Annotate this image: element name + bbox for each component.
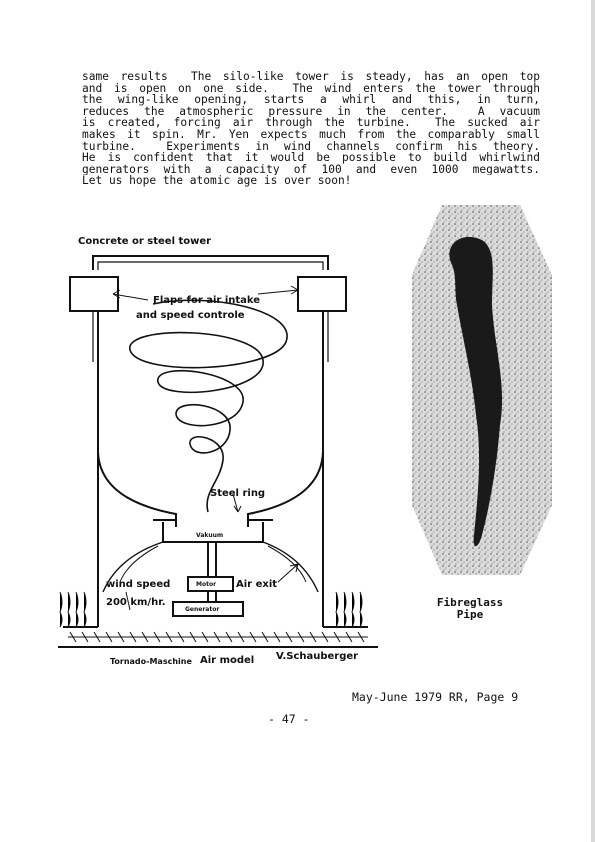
tornado-tower-diagram — [58, 232, 378, 672]
text-line: makes it spin. Mr. Yen expects much from the comparably small — [82, 128, 540, 141]
text-line: is created, forcing air through the turbine. The sucked air — [82, 117, 540, 129]
page-number: - 47 - — [268, 712, 310, 726]
air-exit-label: Air exit — [236, 579, 278, 590]
flaps-label-line2: and speed controle — [136, 310, 245, 321]
air-model-label: Air model — [200, 655, 255, 666]
wind-speed-value: 200 km/hr. — [106, 597, 166, 608]
footer-reference: May-June 1979 RR, Page 9 — [352, 690, 519, 704]
author-label: V.Schauberger — [276, 651, 359, 662]
tornado-label: Tornado-Maschine — [110, 657, 192, 666]
text-line: He is confident that it would be possible to build whirlwind — [82, 152, 540, 164]
body-paragraph — [82, 71, 540, 187]
steel-ring-label: Steel ring — [210, 488, 266, 499]
flaps-label: Flaps for air intake — [153, 295, 261, 306]
photo-caption — [420, 597, 520, 621]
wind-speed-label: wind speed — [106, 579, 171, 590]
caption-line1: Fibreglass — [436, 596, 504, 609]
text-line: generators with a capacity of 100 and even 1000 megawatts. — [82, 163, 540, 176]
text-line: Let us hope the atomic age is over soon! — [82, 175, 352, 187]
fibreglass-pipe-photo — [412, 205, 552, 575]
diagram-title: Concrete or steel tower — [78, 236, 212, 247]
page-edge-shadow — [591, 0, 595, 842]
motor-label: Motor — [196, 581, 217, 588]
text-line: the wing-like opening, starts a whirl and this, in turn, — [82, 94, 540, 106]
pipe-image — [412, 205, 552, 575]
text-line: and is open on one side. The wind enters the tower through — [82, 82, 540, 95]
caption-line2: Pipe — [456, 608, 484, 621]
text-line: turbine. Experiments in wind channels confirm his theory. — [82, 140, 540, 153]
text-line: same results The silo-like tower is steady, has an open top — [82, 71, 540, 83]
text-line: reduces the atmospheric pressure in the center. A vacuum — [82, 105, 540, 118]
vakuum-label: Vakuum — [196, 532, 224, 539]
generator-label: Generator — [185, 606, 220, 613]
